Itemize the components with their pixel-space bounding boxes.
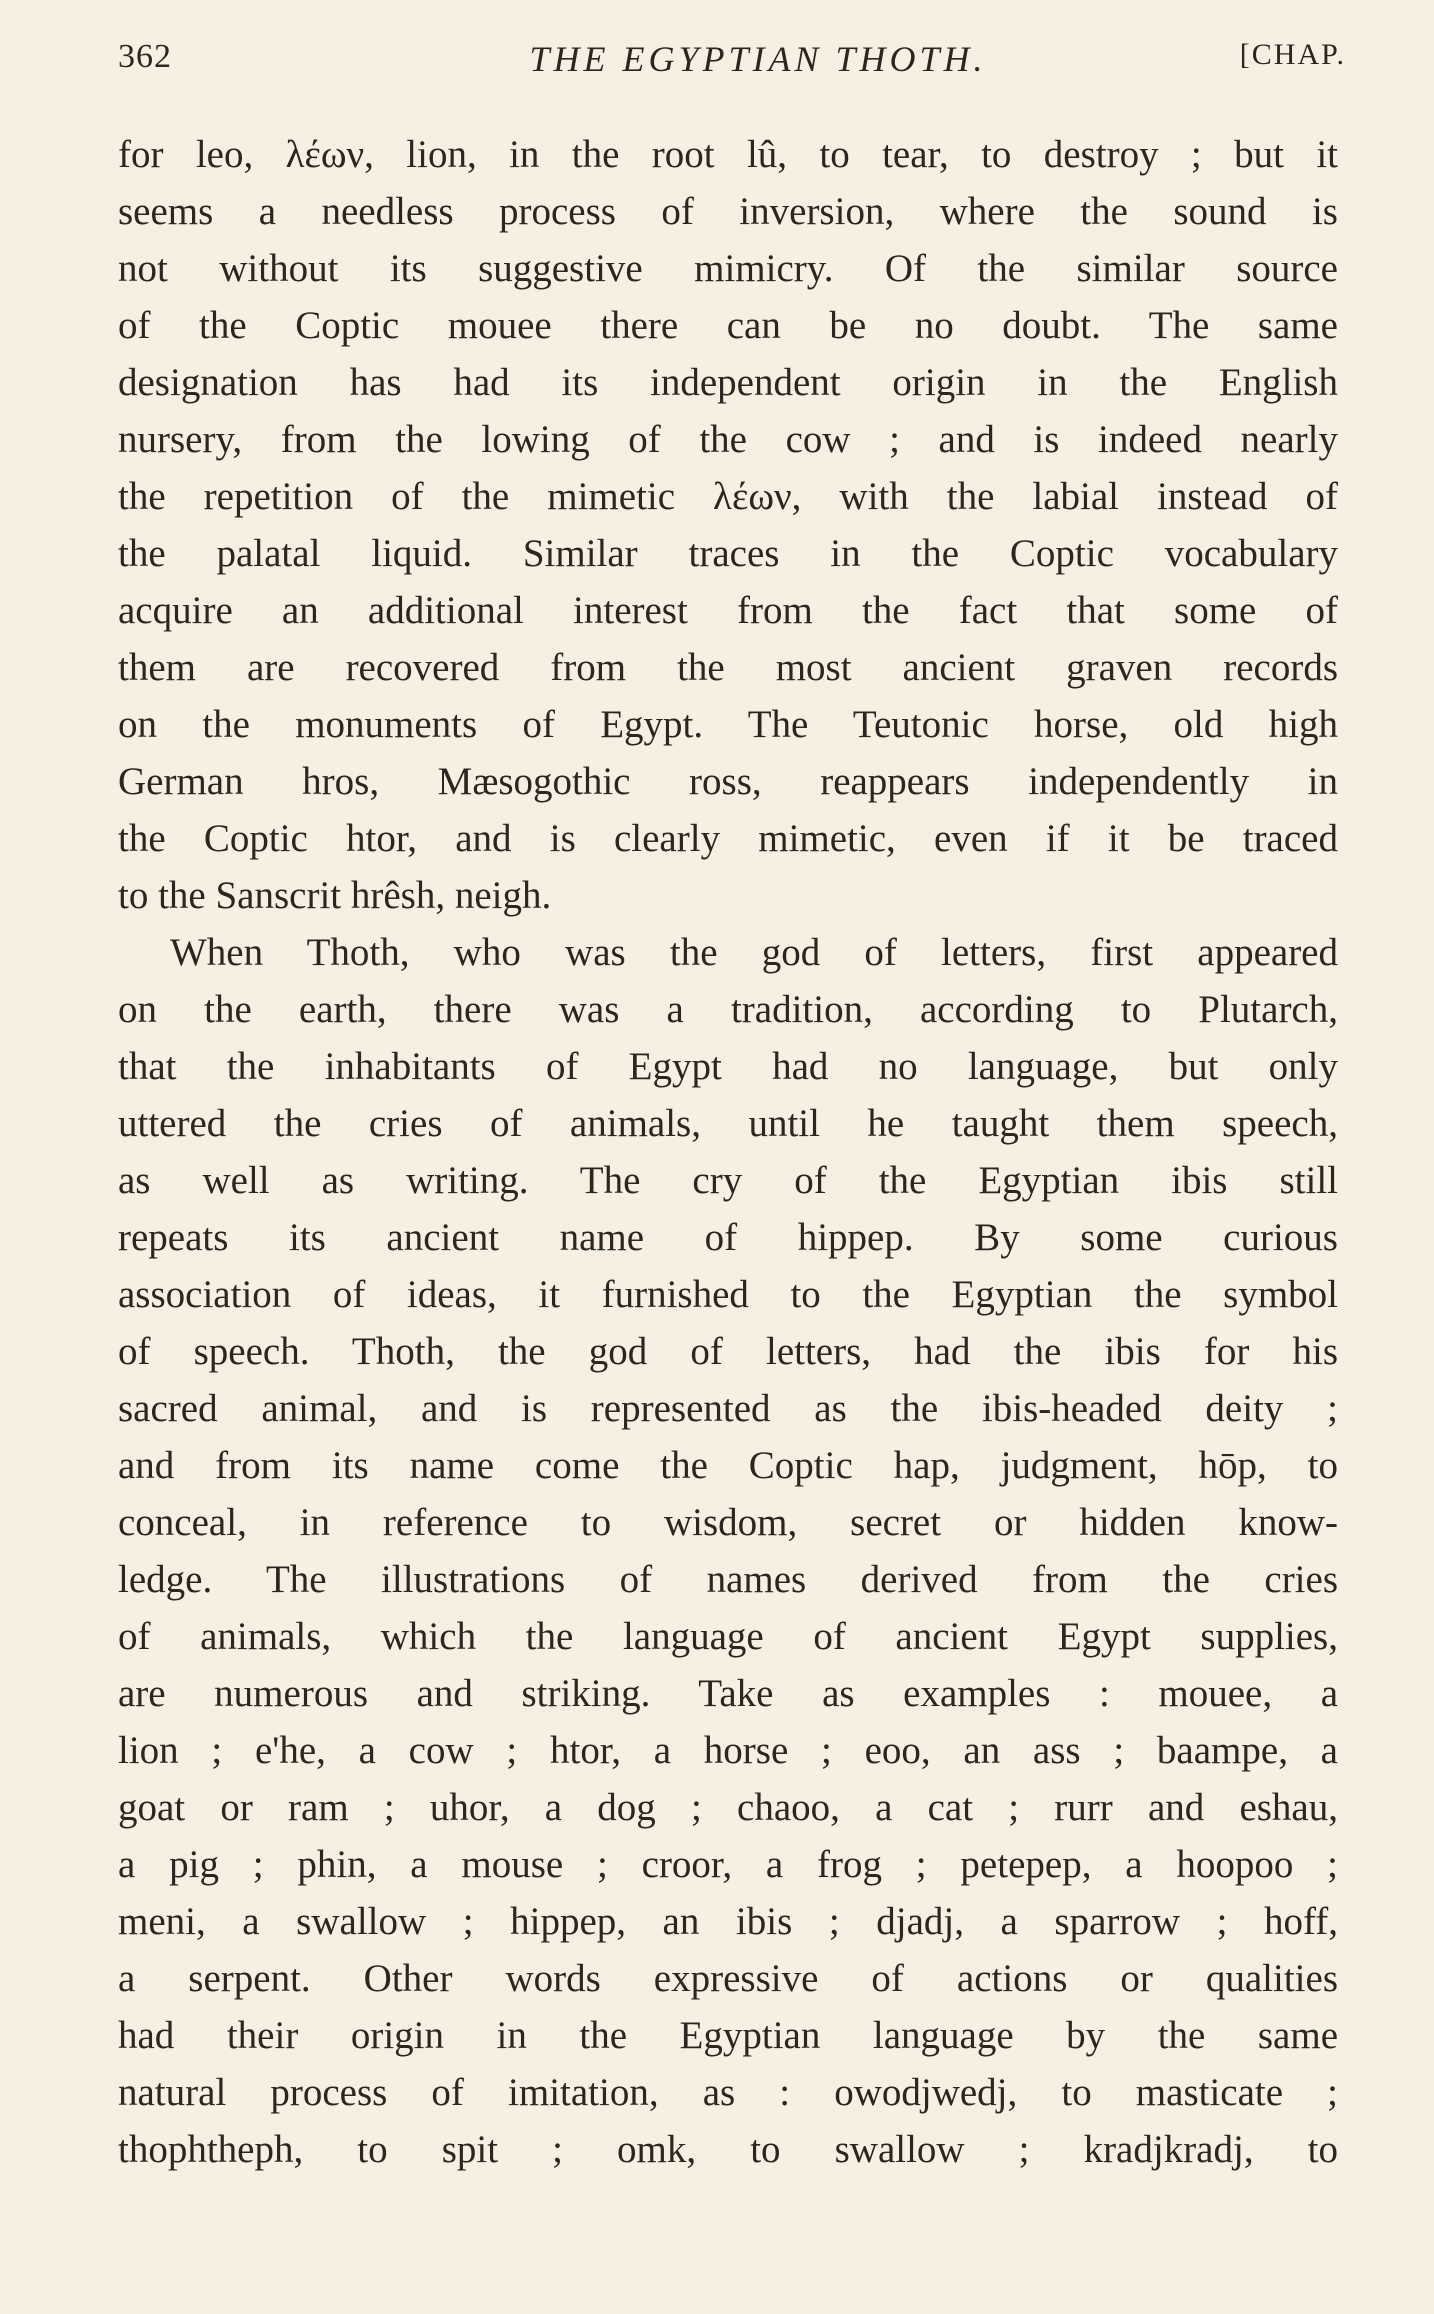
text-line: are numerous and striking. Take as examples : mouee, a bbox=[118, 1672, 1338, 1715]
text-line: association of ideas, it furnished to the Egyptian the symbol bbox=[118, 1273, 1338, 1316]
text-line: for leo, λέων, lion, in the root lû, to tear, to destroy ; but it bbox=[118, 133, 1338, 176]
chapter-mark: [CHAP. bbox=[1239, 38, 1346, 71]
text-line: nursery, from the lowing of the cow ; and is indeed nearly bbox=[118, 418, 1338, 461]
text-line: designation has had its independent origin in the English bbox=[118, 361, 1338, 404]
running-head bbox=[118, 34, 1346, 94]
text-line: acquire an additional interest from the fact that some of bbox=[118, 589, 1338, 632]
text-line: ledge. The illustrations of names derived from the cries bbox=[118, 1558, 1338, 1601]
text-line: as well as writing. The cry of the Egyptian ibis still bbox=[118, 1159, 1338, 1202]
text-line: on the monuments of Egypt. The Teutonic horse, old high bbox=[118, 703, 1338, 746]
text-line: goat or ram ; uhor, a dog ; chaoo, a cat ; rurr and eshau, bbox=[118, 1786, 1338, 1829]
text-line: conceal, in reference to wisdom, secret or hidden know- bbox=[118, 1501, 1338, 1544]
text-line: had their origin in the Egyptian language by the same bbox=[118, 2014, 1338, 2057]
text-line: on the earth, there was a tradition, according to Plutarch, bbox=[118, 988, 1338, 1031]
text-line: uttered the cries of animals, until he taught them speech, bbox=[118, 1102, 1338, 1145]
text-line: repeats its ancient name of hippep. By some curious bbox=[118, 1216, 1338, 1259]
text-line: the Coptic htor, and is clearly mimetic, even if it be traced bbox=[118, 817, 1338, 860]
text-line: seems a needless process of inversion, where the sound is bbox=[118, 190, 1338, 233]
text-line: thophtheph, to spit ; omk, to swallow ; kradjkradj, to bbox=[118, 2128, 1338, 2171]
text-line: a serpent. Other words expressive of actions or qualities bbox=[118, 1957, 1338, 2000]
text-line: not without its suggestive mimicry. Of the similar source bbox=[118, 247, 1338, 290]
text-line: a pig ; phin, a mouse ; croor, a frog ; petepep, a hoopoo ; bbox=[118, 1843, 1338, 1886]
text-line: the palatal liquid. Similar traces in the Coptic vocabulary bbox=[118, 532, 1338, 575]
body-text bbox=[118, 126, 1338, 2178]
text-line: meni, a swallow ; hippep, an ibis ; djadj, a sparrow ; hoff, bbox=[118, 1900, 1338, 1943]
running-title: THE EGYPTIAN THOTH. bbox=[529, 39, 987, 79]
text-line: to the Sanscrit hrêsh, neigh. bbox=[118, 874, 552, 917]
text-line: of speech. Thoth, the god of letters, had the ibis for his bbox=[118, 1330, 1338, 1373]
text-line: of animals, which the language of ancient Egypt supplies, bbox=[118, 1615, 1338, 1658]
text-line: them are recovered from the most ancient graven records bbox=[118, 646, 1338, 689]
text-line: natural process of imitation, as : owodjwedj, to masticate ; bbox=[118, 2071, 1338, 2114]
text-line: and from its name come the Coptic hap, judgment, hōp, to bbox=[118, 1444, 1338, 1487]
text-line: When Thoth, who was the god of letters, first appeared bbox=[170, 931, 1338, 974]
text-line: that the inhabitants of Egypt had no language, but only bbox=[118, 1045, 1338, 1088]
text-line: lion ; e'he, a cow ; htor, a horse ; eoo, an ass ; baampe, a bbox=[118, 1729, 1338, 1772]
page-number: 362 bbox=[118, 38, 172, 75]
text-line: sacred animal, and is represented as the ibis-headed deity ; bbox=[118, 1387, 1338, 1430]
text-line: German hros, Mæsogothic ross, reappears independently in bbox=[118, 760, 1338, 803]
text-line: the repetition of the mimetic λέων, with the labial instead of bbox=[118, 475, 1338, 518]
text-line: of the Coptic mouee there can be no doubt. The same bbox=[118, 304, 1338, 347]
